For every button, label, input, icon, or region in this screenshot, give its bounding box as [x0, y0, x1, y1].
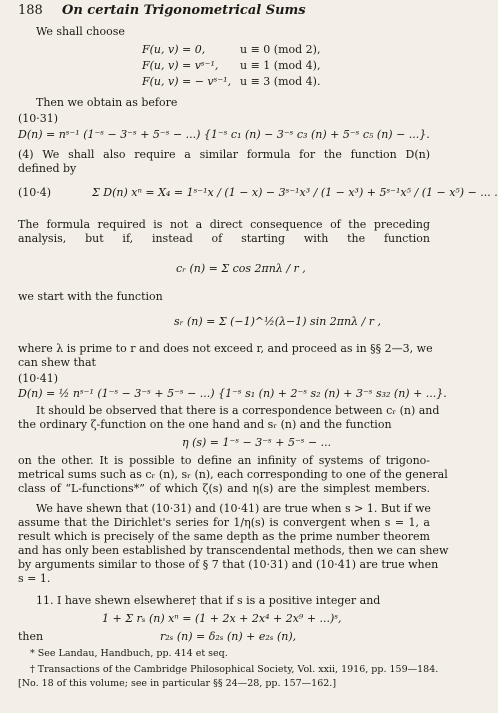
- text-line: It should be observed that there is a correspondence between cᵣ (n) and: [36, 404, 440, 417]
- equation-lhs: F(u, v) = 0,: [142, 43, 206, 56]
- text-line: and has only been established by transcendental methods, then we can shew: [18, 544, 449, 557]
- equation-tag: (10·4): [18, 186, 52, 199]
- text-line: we start with the function: [18, 290, 163, 303]
- equation-tag: (10·31): [18, 112, 59, 125]
- text-line: where λ is prime to r and does not exceed r, and proceed as in §§ 2—3, we: [18, 342, 433, 355]
- equation-eta: η (s) = 1⁻ˢ − 3⁻ˢ + 5⁻ˢ − ...: [182, 436, 332, 449]
- equation-10-41: D(n) = ½ nˢ⁻¹ (1⁻ˢ − 3⁻ˢ + 5⁻ˢ − ...) {1⁻ˢ s₁ (n) + 2⁻ˢ s₂ (n) + 3⁻ˢ s₃₂ (n) + ...}.: [18, 387, 447, 400]
- text-line: result which is precisely of the same depth as the prime number theorem: [18, 530, 430, 543]
- text-line: can shew that: [18, 356, 96, 369]
- footnote-1: * See Landau, Handbuch, pp. 414 et seq.: [30, 648, 228, 659]
- text-then: then: [18, 630, 44, 643]
- text-line: metrical sums such as cᵣ (n), sᵣ (n), each corresponding to one of the general: [18, 468, 448, 481]
- equation-10-31: D(n) = nˢ⁻¹ (1⁻ˢ − 3⁻ˢ + 5⁻ˢ − ...) {1⁻ˢ c₁ (n) − 3⁻ˢ c₃ (n) + 5⁻ˢ c₅ (n) − ...}.: [18, 128, 430, 141]
- footnote-2-cont: [No. 18 of this volume; see in particular §§ 24—28, pp. 157—162.]: [18, 678, 337, 689]
- equation-cond: u ≡ 1 (mod 4),: [240, 59, 321, 72]
- equation-generating: 1 + Σ rₛ (n) xⁿ = (1 + 2x + 2x⁴ + 2x⁹ + ...)ˢ,: [102, 612, 342, 625]
- text-line: defined by: [18, 162, 77, 175]
- equation-cr: cᵣ (n) = Σ cos 2πnλ / r ,: [176, 262, 306, 275]
- text-line: assume that the Dirichlet's series for 1/η(s) is convergent when s = 1, a: [18, 516, 430, 529]
- equation-lhs: F(u, v) = vˢ⁻¹,: [142, 59, 219, 72]
- text-line: (4) We shall also require a similar formula for the function D(n): [18, 148, 430, 161]
- text-line: by arguments similar to those of § 7 that (10·31) and (10·41) are true when: [18, 558, 439, 571]
- section-11-start: 11. I have shewn elsewhere† that if s is a positive integer and: [36, 594, 381, 607]
- text-line: We have shewn that (10·31) and (10·41) are true when s > 1. But if we: [36, 502, 431, 515]
- page-number: 188: [18, 3, 43, 18]
- text-line: The formula required is not a direct consequence of the preceding: [18, 218, 430, 231]
- text-line: s = 1.: [18, 572, 51, 585]
- text-line: the ordinary ζ-function on the one hand and sᵣ (n) and the function: [18, 418, 392, 431]
- equation-sr: sᵣ (n) = Σ (−1)^½(λ−1) sin 2πnλ / r ,: [174, 315, 382, 328]
- equation-tag: (10·41): [18, 372, 59, 385]
- equation-r2s: r₂ₛ (n) = δ₂ₛ (n) + e₂ₛ (n),: [160, 630, 297, 643]
- equation-cond: u ≡ 0 (mod 2),: [240, 43, 321, 56]
- text-line: class of “L-functions*” of which ζ(s) and η(s) are the simplest members.: [18, 482, 430, 495]
- equation-cond: u ≡ 3 (mod 4).: [240, 75, 321, 88]
- footnote-2: † Transactions of the Cambridge Philosophical Society, Vol. xxii, 1916, pp. 159—184.: [30, 664, 439, 675]
- equation-10-4: Σ D(n) xⁿ = X₄ = 1ˢ⁻¹x / (1 − x) − 3ˢ⁻¹x³ / (1 − x³) + 5ˢ⁻¹x⁵ / (1 − x⁵) − ... .: [92, 186, 498, 199]
- equation-lhs: F(u, v) = − vˢ⁻¹,: [142, 75, 232, 88]
- text-line: Then we obtain as before: [36, 96, 178, 109]
- text-line: analysis, but if, instead of starting with the function: [18, 232, 430, 245]
- text-line: on the other. It is possible to define an infinity of systems of trigono-: [18, 454, 430, 467]
- running-title: On certain Trigonometrical Sums: [62, 3, 306, 18]
- text-line: We shall choose: [36, 25, 125, 38]
